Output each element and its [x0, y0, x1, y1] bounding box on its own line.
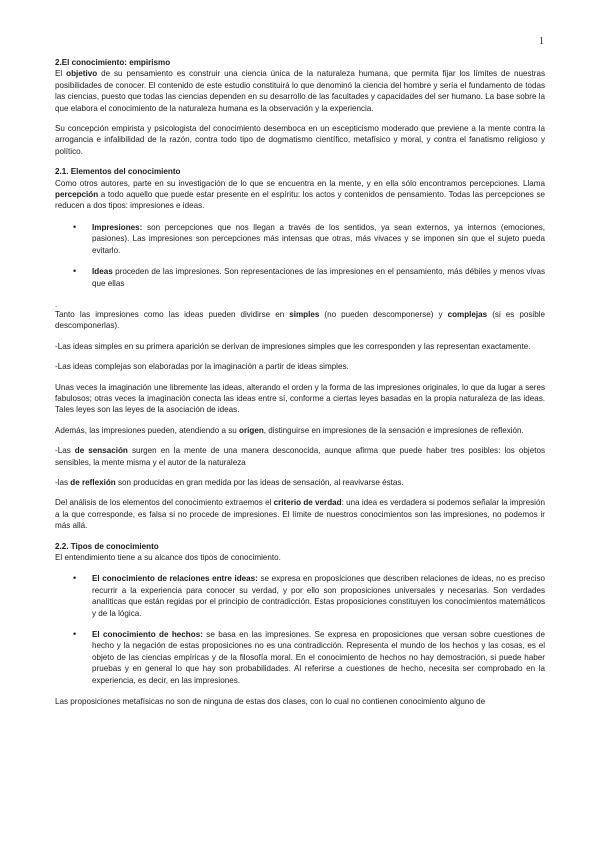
- paragraph-metafisicas: Las proposiciones metafísicas no son de ninguna de estas dos clases, con lo cual no contienen conocimiento alguno de: [55, 697, 486, 707]
- list-item-relaciones-ideas: • El conocimiento de relaciones entre ideas: se expresa en proposiciones que describen relaciones de ideas, no es preciso recurrir a la experiencia para conocer su verdad, y por ello son proposiciones universales y necesarias. Son verdades analíticas que están regidas por el principio de contradicción. Estas proposiciones constituyen los conocimientos matemáticos y de la lógica.: [55, 573, 545, 619]
- paragraph-simples-complejas: Tanto las impresiones como las ideas pueden dividirse en simples (no pueden descomponerse) y complejas (si es posible descomponerlas).: [55, 309, 545, 331]
- paragraph-imaginacion: Unas veces la imaginación une libremente las ideas, alterando el orden y la forma de las impresiones originales, lo que da lugar a seres fabulosos; otras veces la imaginación conecta las ideas entre sí, conforme a ciertas leyes basadas en la propia naturaleza de las ideas. Tales leyes son las leyes de la asociación de ideas.: [55, 382, 545, 415]
- section-heading-empirismo: 2.El conocimiento: empirismo: [55, 58, 171, 67]
- page-number: 1: [539, 36, 544, 47]
- document-body: [55, 57, 545, 707]
- section-heading-elementos: 2.1. Elementos del conocimiento: [55, 167, 181, 177]
- stray-dot: .: [55, 299, 58, 309]
- paragraph-reflexion: -las de reflexión son producidas en gran medida por las ideas de sensación, al reavivarse éstas.: [55, 477, 404, 487]
- paragraph-entendimiento: El entendimiento tiene a su alcance dos tipos de conocimiento.: [55, 553, 281, 562]
- list-item-impresiones: • Impresiones: son percepciones que nos llegan a través de los sentidos, ya sean externos, ya internos (emociones, pasiones). Las impresiones son percepciones más intensas que otras, más vivaces y se imponen sin que el sujeto pueda evitarlo.: [55, 222, 545, 256]
- paragraph-percepcion: Como otros autores, parte en su investigación de lo que se encuentra en la mente, y en ella sólo encontramos percepciones. Llama percepción a todo aquello que puede estar presente en el espíritu: los actos y contenidos de pensamiento. Todas las percepciones se reducen a dos tipos: impresiones e ideas.: [55, 178, 545, 211]
- paragraph-ideas-complejas: -Las ideas complejas son elaboradas por la imaginación a partir de ideas simples.: [55, 362, 349, 372]
- paragraph-criterio-verdad: Del análisis de los elementos del conocimiento extraemos el criterio de verdad: una idea es verdadera si podemos señalar la impresión a la que corresponde, es falsa si no procede de impresiones. El límite de nuestros conocimientos son las impresiones, no podemos ir más allá.: [55, 498, 545, 531]
- paragraph-ideas-simples: -Las ideas simples en su primera aparición se derivan de impresiones simples que les corresponden y las representan exactamente.: [55, 341, 531, 351]
- section-heading-tipos: 2.2. Tipos de conocimiento: [55, 541, 159, 551]
- list-item-ideas: • Ideas proceden de las impresiones. Son representaciones de las impresiones en el pensamiento, más débiles y menos vivas que ellas: [55, 266, 545, 289]
- paragraph-origen: Además, las impresiones pueden, atendiendo a su origen, distinguirse en impresiones de la sensación e impresiones de reflexión.: [55, 425, 524, 435]
- percepciones-list: [55, 222, 545, 289]
- tipos-list: [55, 573, 545, 686]
- paragraph-objetivo: El objetivo de su pensamiento es construir una ciencia única de la naturaleza humana, que permita fijar los límites de nuestras posibilidades de conocer. El contenido de este estudio constituirá lo que denominó la ciencia del hombre y sería el fundamento de todas las ciencias, puesto que todas las ciencias dependen en su desarrollo de las facultades y capacidades del ser humano. La base sobre la que elabora el conocimiento de la naturaleza humana es la observación y la experiencia.: [55, 69, 545, 113]
- paragraph-sensacion: -Las de sensación surgen en la mente de una manera desconocida, aunque afirma que puede haber tres posibles: los objetos sensibles, la mente misma y el autor de la naturaleza: [55, 446, 545, 467]
- paragraph-escepticismo: Su concepción empirista y psicologista del conocimiento desemboca en un escepticismo moderado que previene a la mente contra la arrogancia e infalibilidad de la razón, contra todo tipo de dogmatismo científico, metafísico y moral, y contra el fanatismo religioso y político.: [55, 124, 545, 156]
- list-item-hechos: • El conocimiento de hechos: se basa en las impresiones. Se expresa en proposiciones que versan sobre cuestiones de hecho y la negación de estas proposiciones no es una contradicción. Representa el mundo de los hechos y las cosas, es el objeto de las ciencias empíricas y de la filosofía moral. En el conocimiento de hechos no hay demostración, si puede haber pruebas y en general lo que hay son probabilidades. Al referirse a cuestiones de hecho, necesita ser comprobado en la experiencia, es decir, en las impresiones.: [55, 629, 545, 686]
